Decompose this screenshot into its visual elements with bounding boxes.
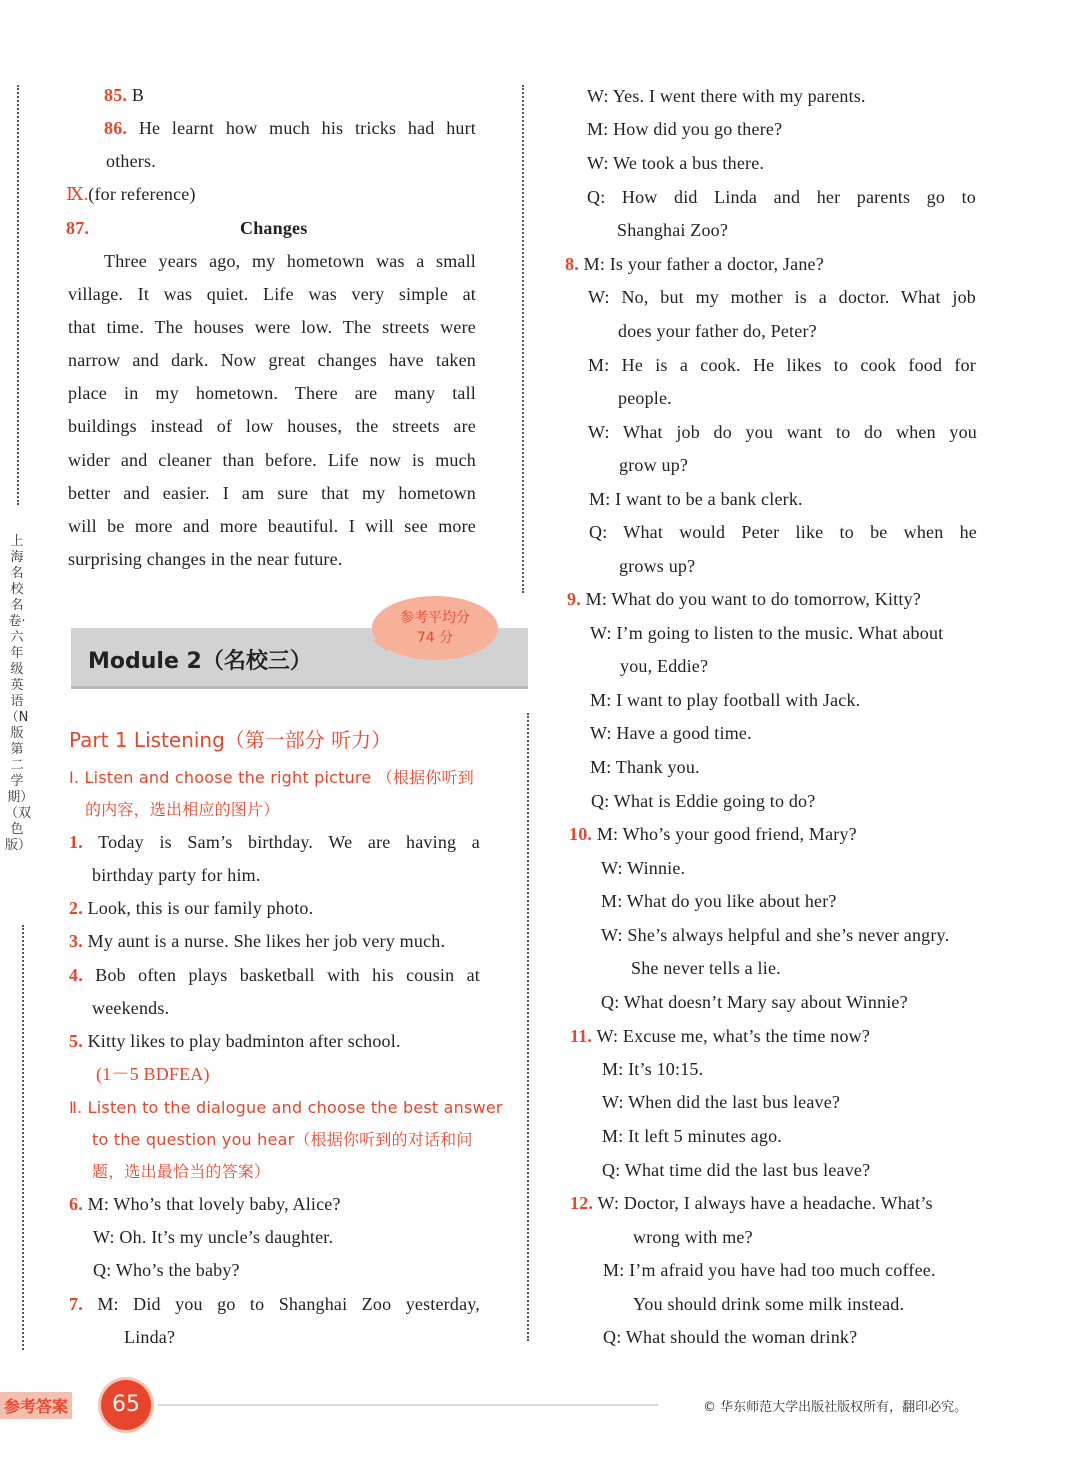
- average-score-badge: [372, 596, 498, 660]
- essay-line: that time. The houses were low. The streets were: [68, 317, 476, 337]
- dialogue-line: W: We took a bus there.: [587, 153, 765, 173]
- dialogue-line: W: Winnie.: [601, 858, 686, 878]
- module-title: Module 2（名校三）: [88, 649, 312, 674]
- section2-instruction-line1: Ⅱ. Listen to the dialogue and choose the best answer: [69, 1098, 503, 1117]
- answer-86-line2: others.: [106, 151, 156, 171]
- dialogue-line: does your father do, Peter?: [618, 321, 817, 341]
- dialogue-line: W: No, but my mother is a doctor. What job: [588, 287, 976, 307]
- section-ix: Ⅸ.(for reference): [66, 184, 196, 204]
- q1-line2: birthday party for him.: [92, 865, 261, 885]
- answer-86-line1: 86. He learnt how much his tricks had hurt: [104, 118, 476, 138]
- q6-m: 6. M: Who’s that lovely baby, Alice?: [69, 1194, 341, 1214]
- dialogue-line: Q: How did Linda and her parents go to: [587, 187, 976, 207]
- essay-line: buildings instead of low houses, the streets are: [68, 416, 476, 436]
- q4-line2: weekends.: [92, 998, 170, 1018]
- dialogue-line: You should drink some milk instead.: [633, 1294, 905, 1314]
- dialogue-line: people.: [618, 388, 672, 408]
- q6-q: Q: Who’s the baby?: [93, 1260, 240, 1280]
- dialogue-line: W: I’m going to listen to the music. What about: [590, 623, 944, 643]
- dialogue-line: M: It left 5 minutes ago.: [602, 1126, 782, 1146]
- dialogue-line: Q: What should the woman drink?: [603, 1327, 858, 1347]
- essay-line: better and easier. I am sure that my hometown: [68, 483, 476, 503]
- essay-line: village. It was quiet. Life was very simple at: [68, 284, 476, 304]
- part1-title: Part 1 Listening（第一部分 听力）: [69, 728, 392, 752]
- dialogue-line: Q: What is Eddie going to do?: [591, 791, 816, 811]
- dialogue-line: M: What do you like about her?: [601, 891, 837, 911]
- essay-line: will be more and more beautiful. I will see more: [68, 516, 476, 536]
- section1-instruction-line1: Ⅰ. Listen and choose the right picture （根据你听到: [69, 768, 474, 787]
- column-divider-top: [522, 85, 524, 593]
- dialogue-line: grows up?: [619, 556, 696, 576]
- essay-line: wider and cleaner than before. Life now is much: [68, 450, 476, 470]
- dialogue-line: Q: What doesn’t Mary say about Winnie?: [601, 992, 908, 1012]
- page-number: 65: [101, 1380, 151, 1430]
- answers-1-5: (1－5 BDFEA): [96, 1064, 210, 1084]
- answer-85: 85. B: [104, 85, 145, 105]
- dialogue-line: M: I’m afraid you have had too much coffee.: [603, 1260, 936, 1280]
- essay-line: surprising changes in the near future.: [68, 549, 343, 569]
- dialogue-line: W: What job do you want to do when you: [588, 422, 977, 442]
- copyright-notice: © 华东师范大学出版社版权所有，翻印必究。: [703, 1400, 968, 1415]
- q9-line: 9. M: What do you want to do tomorrow, Kitty?: [567, 589, 921, 609]
- badge-score: 74 分: [416, 630, 454, 646]
- footer-rule: [158, 1404, 658, 1406]
- dialogue-line: Q: What time did the last bus leave?: [602, 1160, 871, 1180]
- footer-section-label: 参考答案: [0, 1392, 72, 1419]
- dialogue-line: W: Have a good time.: [590, 723, 752, 743]
- q11-line: 11. W: Excuse me, what’s the time now?: [570, 1026, 871, 1046]
- dialogue-line: Q: What would Peter like to be when he: [589, 522, 977, 542]
- q7-line2: Linda?: [124, 1327, 176, 1347]
- dialogue-line: She never tells a lie.: [631, 958, 781, 978]
- dialogue-line: M: It’s 10:15.: [602, 1059, 704, 1079]
- q8-line: 8. M: Is your father a doctor, Jane?: [565, 254, 824, 274]
- margin-dotted-line-top: [17, 85, 19, 505]
- q10-line: 10. M: Who’s your good friend, Mary?: [569, 824, 857, 844]
- essay-line: narrow and dark. Now great changes have taken: [68, 350, 476, 370]
- q2: 2. Look, this is our family photo.: [69, 898, 314, 918]
- dialogue-line: W: When did the last bus leave?: [602, 1092, 841, 1112]
- q1-line1: 1. Today is Sam’s birthday. We are having a: [69, 832, 480, 852]
- dialogue-line: wrong with me?: [633, 1227, 753, 1247]
- badge-label: 参考平均分: [400, 610, 470, 626]
- q4-line1: 4. Bob often plays basketball with his cousin at: [69, 965, 481, 985]
- section2-instruction-line2: to the question you hear（根据你听到的对话和问: [92, 1130, 473, 1149]
- q12-line: 12. W: Doctor, I always have a headache. What’s: [570, 1193, 933, 1213]
- q5: 5. Kitty likes to play badminton after school.: [69, 1031, 401, 1051]
- essay-title: Changes: [240, 218, 308, 238]
- essay-line: Three years ago, my hometown was a small: [104, 251, 476, 271]
- section2-instruction-line3: 题，选出最恰当的答案）: [92, 1162, 271, 1181]
- dialogue-line: W: Yes. I went there with my parents.: [587, 86, 866, 106]
- dialogue-line: M: I want to be a bank clerk.: [589, 489, 803, 509]
- column-divider-bottom: [527, 713, 529, 1341]
- dialogue-line: M: Thank you.: [590, 757, 700, 777]
- answer-87-num: 87.: [66, 218, 90, 238]
- dialogue-line: M: He is a cook. He likes to cook food for: [588, 355, 976, 375]
- q7-line1: 7. M: Did you go to Shanghai Zoo yesterday,: [69, 1294, 480, 1314]
- dialogue-line: you, Eddie?: [620, 656, 709, 676]
- side-book-title: 上海名校名卷·六年级英语（N版 第二学期）（双色版）: [5, 534, 32, 853]
- margin-dotted-line-bottom: [22, 925, 24, 1350]
- essay-line: place in my hometown. There are many tall: [68, 383, 476, 403]
- dialogue-line: Shanghai Zoo?: [617, 220, 729, 240]
- dialogue-line: W: She’s always helpful and she’s never angry.: [601, 925, 950, 945]
- q3: 3. My aunt is a nurse. She likes her job very much.: [69, 931, 446, 951]
- dialogue-line: M: I want to play football with Jack.: [590, 690, 861, 710]
- dialogue-line: M: How did you go there?: [587, 119, 783, 139]
- dialogue-line: grow up?: [619, 455, 689, 475]
- q6-w: W: Oh. It’s my uncle’s daughter.: [93, 1227, 334, 1247]
- section1-instruction-line2: 的内容，选出相应的图片）: [85, 800, 280, 819]
